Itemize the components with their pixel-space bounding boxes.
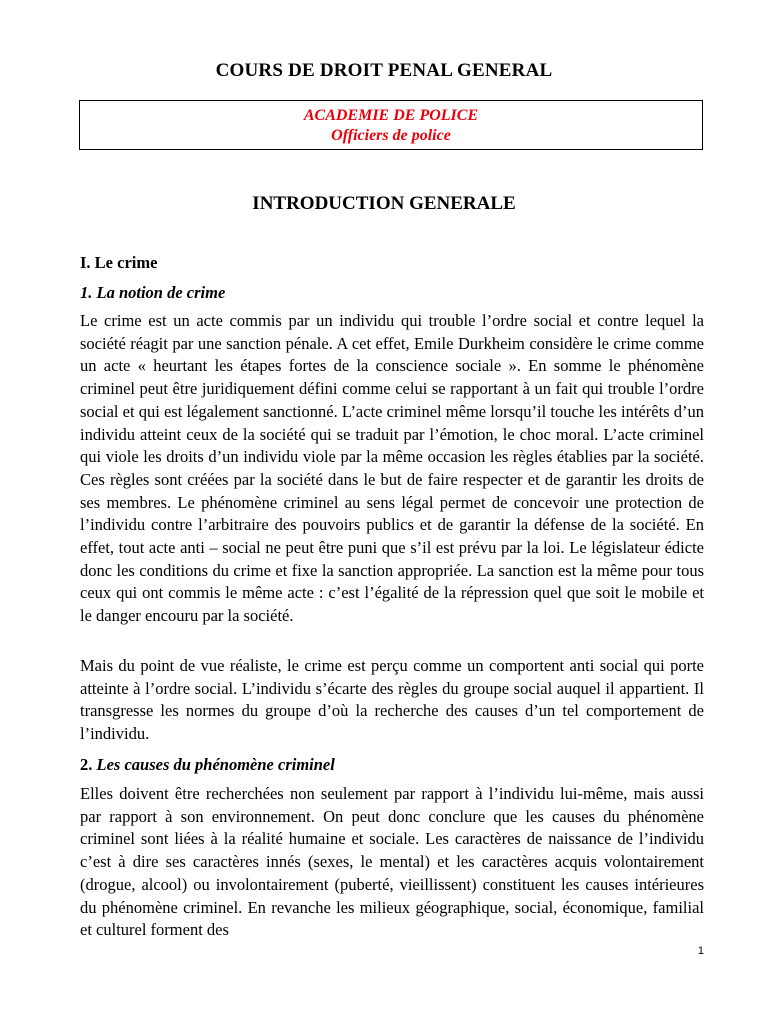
introduction-title: INTRODUCTION GENERALE [252, 193, 516, 214]
academy-audience: Officiers de police [331, 127, 451, 144]
subsection-heading-notion-de-crime [80, 283, 225, 303]
subsection-number: 2. [80, 755, 97, 774]
paragraph-notion-de-crime: Le crime est un acte commis par un individu qui trouble l’ordre social et contre lequel la société réagit par une sanction pénale. A cet effet, Emile Durkheim considère le crime comme un acte « heurtant les étapes fortes de la conscience sociale ». En somme le phénomène criminel peut être juridiquement défini comme celui se rapportant à un fait qui trouble l’ordre social et qui est légalement sanctionné. L’acte criminel même lorsqu’il touche les intérêts d’un individu atteint ceux de la société qui se traduit par l’émotion, le choc moral. L’acte criminel qui viole les droits d’un individu viole par la même occasion les règles établies par la société. Ces règles sont créées par la société dans le but de faire respecter et de garantir les droits de ses membres. Le phénomène criminel au sens légal permet de concevoir une protection de l’individu contre l’arbitraire des pouvoirs publics et de garantir la défense de la société. En effet, tout acte anti – social ne peut être puni que s’il est prévu par la loi. Le législateur édicte donc les conditions du crime et fixe la sanction appropriée. La sanction est la même pour tous ceux qui ont commis le même acte : c’est l’égalité de la répression quel que soit le mobile et le danger encouru par la société. [80, 311, 704, 626]
academy-box [79, 100, 703, 150]
page-number: 1 [697, 945, 704, 957]
paragraph-causes: Elles doivent être recherchées non seulement par rapport à l’individu lui-même, mais aussi par rapport à son environnement. On peut donc conclure que les causes du phénomène criminel sont liées à la réalité humaine et sociale. Les caractères de naissance de l’individu c’est à dire ses caractères innés (sexes, le mental) et les caractères acquis volontairement (drogue, alcool) ou involontairement (puberté, vieillissent) constituent les causes intérieures du phénomène criminel. En revanche les milieux géographique, social, économique, familial et culturel forment des [80, 784, 704, 940]
course-title: COURS DE DROIT PENAL GENERAL [215, 60, 553, 81]
paragraph-point-de-vue-realiste: Mais du point de vue réaliste, le crime est perçu comme un comportent anti social qui porte atteinte à l’ordre social. L’individu s’écarte des règles du groupe social auquel il appartient. Il transgresse les normes du groupe d’où la recherche des causes d’un tel comportement de l’individu. [80, 656, 704, 744]
subsection-title: Les causes du phénomène criminel [96, 755, 335, 774]
section-heading-le-crime: I. Le crime [80, 253, 158, 272]
subsection-heading-causes [80, 755, 335, 775]
academy-name: ACADEMIE DE POLICE [303, 107, 479, 124]
subsection-title: 1. La notion de crime [80, 283, 226, 302]
